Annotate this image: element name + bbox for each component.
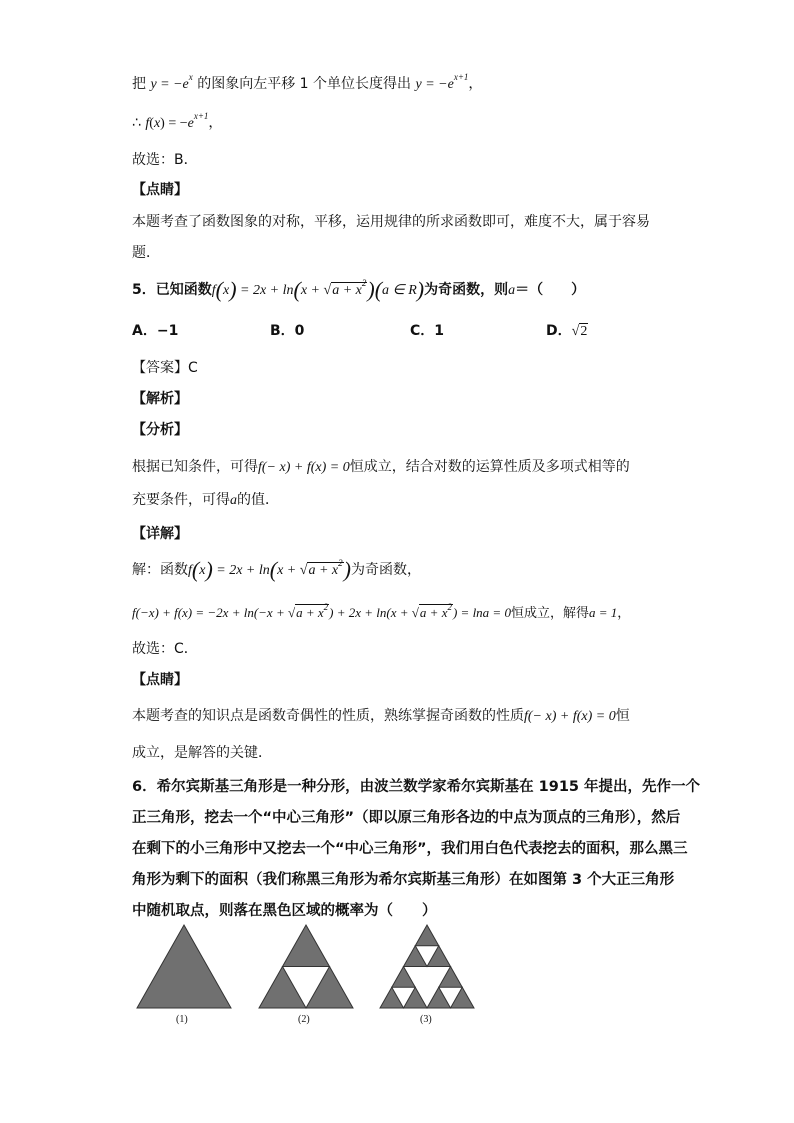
therefore-symbol: ∴ [132, 115, 141, 131]
q5-detail-1b: 为奇函数， [350, 562, 421, 578]
formula-fx-neg-ex1: f [145, 116, 150, 131]
var-a: a [230, 493, 237, 508]
q6-line-3: 在剩下的小三角形中又挖去一个“中心三角形”，我们用白色代表挖去的面积，那么黑三 [132, 841, 688, 857]
q6-line-5: 中随机取点，则落在黑色区域的概率为（ ） [132, 903, 437, 919]
q5-intro: 5．已知函数 [132, 282, 212, 298]
q5-detail-head: 【详解】 [132, 526, 188, 542]
q5-answer: 【答案】C [132, 360, 198, 376]
var-x: x [153, 116, 161, 131]
var-a: a [508, 283, 516, 298]
q5-tail2: ＝（ ） [515, 282, 586, 298]
exp: x+1 [193, 111, 209, 122]
sierpinski-figure-2 [256, 920, 356, 1012]
prev-line-1 [132, 74, 482, 95]
q5-fenxi-head: 【分析】 [132, 422, 188, 438]
prev-comment-1: 本题考查了函数图象的对称，平移，运用规律的所求函数即可，难度不大，属于容易 [132, 214, 650, 230]
prev-line-2 [132, 113, 222, 134]
q6-line-1: 6．希尔宾斯基三角形是一种分形，由波兰数学家希尔宾斯基在 1915 年提出，先作一个 [132, 779, 701, 795]
sierpinski-figure-1 [134, 920, 234, 1012]
q5-option-c[interactable]: C．1 [410, 323, 445, 339]
q5-comment-head: 【点睛】 [132, 672, 188, 688]
q5-detail-2 [132, 603, 630, 624]
var-e: e [187, 116, 194, 131]
q5-answer-line: 故选：C． [132, 641, 198, 657]
prev-answer: 故选：B． [132, 152, 198, 168]
q5-detail-2b: 恒成立，解得 [510, 606, 589, 621]
formula-y-neg-ex: $y = -e^x$ [150, 72, 193, 92]
q5-fenxi-2b: 的值． [237, 492, 279, 508]
prev-comment-head: 【点睛】 [132, 182, 188, 198]
q5-detail-1a: 解：函数 [132, 562, 188, 578]
formula-y-neg-ex1: $y = -e^{x+1}$ [415, 72, 469, 92]
q5-comment-2: 成立，是解答的关键． [132, 745, 272, 761]
paren: ( [149, 116, 154, 131]
formula-odd-condition: f(− x) + f(x) = 0 [258, 460, 350, 475]
sierpinski-figure-3 [377, 920, 477, 1012]
q5-function: $f(x) = 2x + \ln(x + √a + x^2)(a$ ∈ R) [211, 277, 425, 302]
q5-option-b[interactable]: B．0 [270, 323, 305, 339]
q5-fenxi-1b: 恒成立，结合对数的运算性质及多项式相等的 [349, 459, 630, 475]
sqrt-two: √2 [571, 324, 588, 339]
q5-options [132, 321, 652, 341]
prev-line1-post: ， [468, 76, 483, 92]
figure-3-caption: (3) [420, 1014, 432, 1025]
q5-fenxi-2a: 充要条件，可得 [132, 492, 230, 508]
q5-stem [132, 277, 586, 302]
prev-comment-2: 题． [132, 245, 160, 261]
q6-line-2: 正三角形，挖去一个“中心三角形”（即以原三角形各边的中点为顶点的三角形），然后 [132, 810, 681, 826]
q5-option-a[interactable]: A．−1 [132, 323, 179, 339]
comma: ， [208, 115, 223, 131]
q5-fenxi-2 [132, 490, 279, 511]
q6-line-4: 角形为剩下的面积（我们称黑三角形为希尔宾斯基三角形）在如图第 3 个大正三角形 [132, 872, 675, 888]
formula-a-eq-1: a = 1 [588, 605, 618, 620]
paren: ) = − [160, 116, 188, 131]
q5-comment-1 [132, 706, 630, 727]
q5-option-d[interactable] [546, 321, 588, 342]
q5-fenxi-1a: 根据已知条件，可得 [132, 459, 258, 475]
q5-comment-1a: 本题考查的知识点是函数奇偶性的性质，熟练掌握奇函数的性质 [132, 708, 524, 724]
q5-analysis-head: 【解析】 [132, 391, 188, 407]
formula-fx: $f(x) = 2x + \ln(x + √a + x^2)$ [188, 557, 351, 582]
q5-tail: 为奇函数，则 [424, 282, 509, 298]
formula-odd-condition: f(− x) + f(x) = 0 [524, 709, 616, 724]
formula-sum: $f(-x) + f(x) = -2x + \ln(-x + √a + x^2) + 2x + \ln(x + √a + x^2) = \ln a = 0$ [132, 601, 511, 620]
q5-detail-1 [132, 557, 421, 582]
q5-comment-1b: 恒 [615, 708, 630, 724]
prev-line1-pre: 把 [132, 76, 146, 92]
figure-1-triangle [137, 925, 231, 1008]
q5-option-d-label: D． [546, 323, 572, 339]
figure-2-caption: (2) [298, 1014, 310, 1025]
prev-line1-mid: 的图象向左平移 1 个单位长度得出 [197, 76, 412, 92]
q5-fenxi-1 [132, 457, 630, 478]
q5-detail-2c: ， [617, 606, 631, 621]
figure-1-caption: (1) [176, 1014, 188, 1025]
